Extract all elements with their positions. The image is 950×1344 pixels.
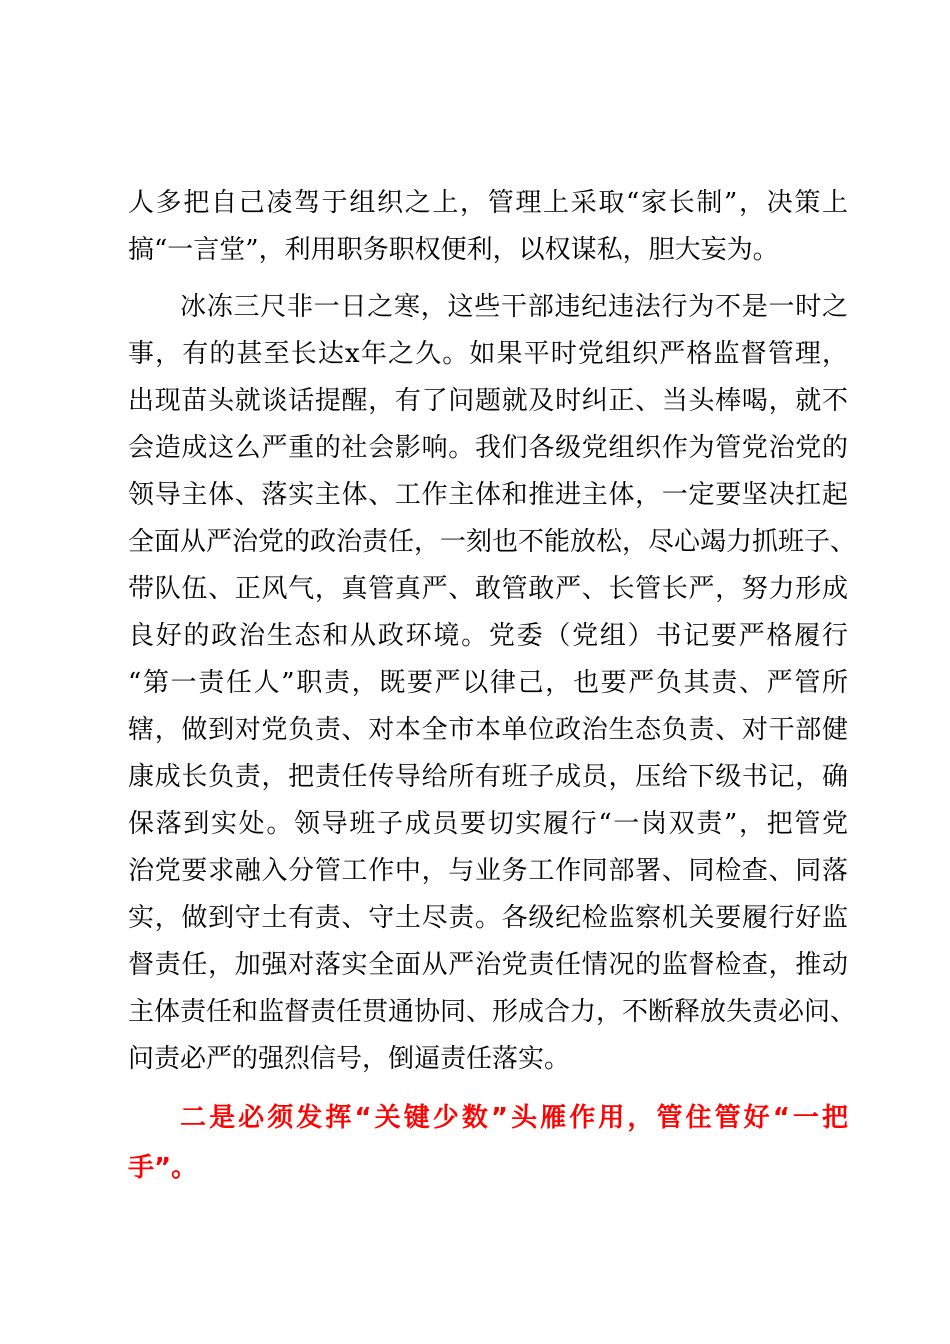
text-line: 会造成这么严重的社会影响。我们各级党组织作为管党治党的 [128, 433, 848, 463]
paragraph-1 [128, 180, 848, 274]
text-line: 辖，做到对党负责、对本全市本单位政治生态负责、对干部健 [128, 715, 848, 745]
text-line: 康成长负责，把责任传导给所有班子成员，压给下级书记，确 [128, 762, 848, 792]
text-line: 主体责任和监督责任贯通协同、形成合力，不断释放失责必问、 [128, 997, 857, 1027]
section-heading [128, 1093, 848, 1193]
paragraph-2 [128, 284, 857, 1083]
text-line: “第一责任人”职责，既要严以律己，也要严负其责、严管所 [128, 668, 848, 698]
text-line: 实，做到守土有责、守土尽责。各级纪检监察机关要履行好监 [128, 903, 848, 933]
text-line: 督责任，加强对落实全面从严治党责任情况的监督检查，推动 [128, 950, 848, 980]
text-line: 搞“一言堂”，利用职务职权便利，以权谋私，胆大妄为。 [128, 235, 779, 265]
text-line: 领导主体、落实主体、工作主体和推进主体，一定要坚决扛起 [128, 480, 848, 510]
heading-line: 手”。 [128, 1153, 198, 1183]
heading-line: 二是必须发挥“关键少数”头雁作用，管住管好“一把 [180, 1103, 848, 1133]
text-line: 良好的政治生态和从政环境。党委（党组）书记要严格履行 [128, 621, 848, 651]
text-line: 带队伍、正风气，真管真严、敢管敢严、长管长严，努力形成 [128, 574, 848, 604]
text-line: 出现苗头就谈话提醒，有了问题就及时纠正、当头棒喝，就不 [128, 386, 848, 416]
text-line: 保落到实处。领导班子成员要切实履行“一岗双责”，把管党 [128, 809, 848, 839]
text-line: 问责必严的强烈信号，倒逼责任落实。 [128, 1044, 571, 1074]
text-line: 人多把自己凌驾于组织之上，管理上采取“家长制”，决策上 [128, 188, 848, 218]
text-line: 冰冻三尺非一日之寒，这些干部违纪违法行为不是一时之 [180, 292, 848, 322]
text-line: 治党要求融入分管工作中，与业务工作同部署、同检查、同落 [128, 856, 848, 886]
document-body [128, 180, 857, 1193]
text-line: 全面从严治党的政治责任，一刻也不能放松，尽心竭力抓班子、 [128, 527, 857, 557]
text-line: 事，有的甚至长达x年之久。如果平时党组织严格监督管理， [128, 339, 848, 369]
